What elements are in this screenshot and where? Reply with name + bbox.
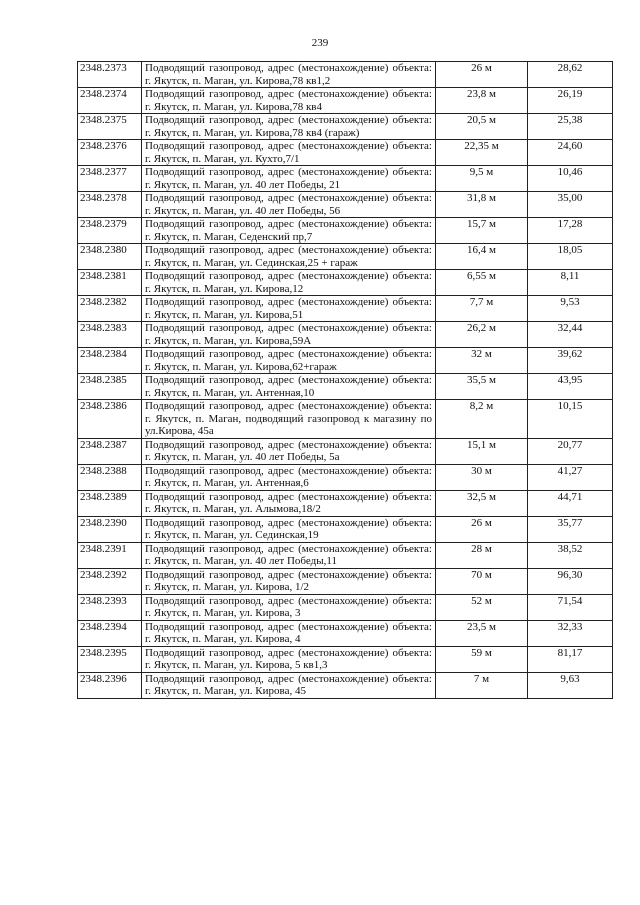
row-value: 38,52 [528, 542, 613, 568]
table-row [78, 166, 613, 192]
table-row [78, 490, 613, 516]
row-id: 2348.2390 [78, 516, 142, 542]
row-length: 6,55 м [436, 270, 528, 296]
row-description: Подводящий газопровод, адрес (местонахождение) объекта: г. Якутск, п. Маган, ул. Кирова,78 кв4 (гараж) [142, 114, 436, 140]
row-value: 35,77 [528, 516, 613, 542]
table-row [78, 400, 613, 439]
row-length: 8,2 м [436, 400, 528, 439]
table-row [78, 296, 613, 322]
row-value: 28,62 [528, 62, 613, 88]
row-id: 2348.2387 [78, 438, 142, 464]
row-id: 2348.2396 [78, 672, 142, 698]
row-id: 2348.2385 [78, 374, 142, 400]
row-id: 2348.2379 [78, 218, 142, 244]
row-value: 8,11 [528, 270, 613, 296]
row-length: 15,7 м [436, 218, 528, 244]
row-description: Подводящий газопровод, адрес (местонахождение) объекта: г. Якутск, п. Маган, ул. Кирова, 45 [142, 672, 436, 698]
row-length: 28 м [436, 542, 528, 568]
row-length: 35,5 м [436, 374, 528, 400]
row-value: 25,38 [528, 114, 613, 140]
row-length: 32,5 м [436, 490, 528, 516]
row-id: 2348.2382 [78, 296, 142, 322]
row-description: Подводящий газопровод, адрес (местонахождение) объекта: г. Якутск, п. Маган, ул. Кирова,78 кв1,2 [142, 62, 436, 88]
row-value: 41,27 [528, 464, 613, 490]
row-value: 96,30 [528, 568, 613, 594]
row-value: 9,63 [528, 672, 613, 698]
row-length: 15,1 м [436, 438, 528, 464]
row-length: 32 м [436, 348, 528, 374]
row-length: 26 м [436, 516, 528, 542]
row-value: 10,15 [528, 400, 613, 439]
row-description: Подводящий газопровод, адрес (местонахождение) объекта: г. Якутск, п. Маган, ул. 40 лет Победы, 56 [142, 192, 436, 218]
row-value: 43,95 [528, 374, 613, 400]
row-length: 20,5 м [436, 114, 528, 140]
table-row [78, 140, 613, 166]
row-length: 26,2 м [436, 322, 528, 348]
table-row [78, 568, 613, 594]
row-id: 2348.2383 [78, 322, 142, 348]
row-id: 2348.2376 [78, 140, 142, 166]
table-row [78, 322, 613, 348]
table-row [78, 270, 613, 296]
row-length: 70 м [436, 568, 528, 594]
row-value: 24,60 [528, 140, 613, 166]
row-value: 26,19 [528, 88, 613, 114]
row-id: 2348.2392 [78, 568, 142, 594]
row-description: Подводящий газопровод, адрес (местонахождение) объекта: г. Якутск, п. Маган, ул. 40 лет Победы,11 [142, 542, 436, 568]
table-row [78, 88, 613, 114]
row-id: 2348.2373 [78, 62, 142, 88]
row-description: Подводящий газопровод, адрес (местонахождение) объекта: г. Якутск, п. Маган, ул. Кирова,51 [142, 296, 436, 322]
row-description: Подводящий газопровод, адрес (местонахождение) объекта: г. Якутск, п. Маган, ул. Кирова, 4 [142, 620, 436, 646]
table-row [78, 672, 613, 698]
table-row [78, 620, 613, 646]
table-body [78, 62, 613, 699]
row-id: 2348.2394 [78, 620, 142, 646]
row-description: Подводящий газопровод, адрес (местонахождение) объекта: г. Якутск, п. Маган, ул. Кирова,78 кв4 [142, 88, 436, 114]
row-length: 23,8 м [436, 88, 528, 114]
row-id: 2348.2384 [78, 348, 142, 374]
row-id: 2348.2391 [78, 542, 142, 568]
table-row [78, 114, 613, 140]
row-description: Подводящий газопровод, адрес (местонахождение) объекта: г. Якутск, п. Маган, ул. 40 лет Победы, 5а [142, 438, 436, 464]
row-value: 32,44 [528, 322, 613, 348]
row-description: Подводящий газопровод, адрес (местонахождение) объекта: г. Якутск, п. Маган, ул. Сединская,25 + гараж [142, 244, 436, 270]
row-description: Подводящий газопровод, адрес (местонахождение) объекта: г. Якутск, п. Маган, ул. Сединская,19 [142, 516, 436, 542]
row-description: Подводящий газопровод, адрес (местонахождение) объекта: г. Якутск, п. Маган, ул. Кирова, 3 [142, 594, 436, 620]
row-description: Подводящий газопровод, адрес (местонахождение) объекта: г. Якутск, п. Маган, ул. Кирова,12 [142, 270, 436, 296]
row-id: 2348.2393 [78, 594, 142, 620]
table-row [78, 62, 613, 88]
row-value: 39,62 [528, 348, 613, 374]
table-row [78, 646, 613, 672]
row-length: 31,8 м [436, 192, 528, 218]
row-length: 16,4 м [436, 244, 528, 270]
row-length: 26 м [436, 62, 528, 88]
row-value: 17,28 [528, 218, 613, 244]
row-id: 2348.2378 [78, 192, 142, 218]
row-value: 71,54 [528, 594, 613, 620]
row-description: Подводящий газопровод, адрес (местонахождение) объекта: г. Якутск, п. Маган, ул. Кирова,59А [142, 322, 436, 348]
row-length: 7 м [436, 672, 528, 698]
table-row [78, 244, 613, 270]
row-description: Подводящий газопровод, адрес (местонахождение) объекта: г. Якутск, п. Маган, ул. Кирова,62+гараж [142, 348, 436, 374]
row-value: 10,46 [528, 166, 613, 192]
table-row [78, 464, 613, 490]
table-row [78, 348, 613, 374]
row-description: Подводящий газопровод, адрес (местонахождение) объекта: г. Якутск, п. Маган, Седенский пр,7 [142, 218, 436, 244]
row-id: 2348.2395 [78, 646, 142, 672]
row-value: 32,33 [528, 620, 613, 646]
row-id: 2348.2381 [78, 270, 142, 296]
row-description: Подводящий газопровод, адрес (местонахождение) объекта: г. Якутск, п. Маган, ул. 40 лет Победы, 21 [142, 166, 436, 192]
row-description: Подводящий газопровод, адрес (местонахождение) объекта: г. Якутск, п. Маган, ул. Кухто,7/1 [142, 140, 436, 166]
row-value: 81,17 [528, 646, 613, 672]
row-id: 2348.2389 [78, 490, 142, 516]
page-number: 239 [311, 37, 329, 49]
table-row [78, 594, 613, 620]
row-length: 52 м [436, 594, 528, 620]
table-row [78, 192, 613, 218]
table-row [78, 438, 613, 464]
row-length: 7,7 м [436, 296, 528, 322]
row-length: 23,5 м [436, 620, 528, 646]
row-description: Подводящий газопровод, адрес (местонахождение) объекта: г. Якутск, п. Маган, ул. Кирова, 1/2 [142, 568, 436, 594]
row-description: Подводящий газопровод, адрес (местонахождение) объекта: г. Якутск, п. Маган, ул. Антенная,10 [142, 374, 436, 400]
row-length: 59 м [436, 646, 528, 672]
row-id: 2348.2380 [78, 244, 142, 270]
table-row [78, 542, 613, 568]
row-length: 9,5 м [436, 166, 528, 192]
table-row [78, 218, 613, 244]
asset-table [77, 61, 613, 699]
row-value: 18,05 [528, 244, 613, 270]
row-length: 22,35 м [436, 140, 528, 166]
table-row [78, 374, 613, 400]
row-value: 44,71 [528, 490, 613, 516]
row-description: Подводящий газопровод, адрес (местонахождение) объекта: г. Якутск, п. Маган, ул. Антенная,6 [142, 464, 436, 490]
row-description: Подводящий газопровод, адрес (местонахождение) объекта: г. Якутск, п. Маган, ул. Алымова,18/2 [142, 490, 436, 516]
row-id: 2348.2374 [78, 88, 142, 114]
row-value: 20,77 [528, 438, 613, 464]
row-id: 2348.2386 [78, 400, 142, 439]
row-value: 9,53 [528, 296, 613, 322]
row-value: 35,00 [528, 192, 613, 218]
row-id: 2348.2377 [78, 166, 142, 192]
row-id: 2348.2375 [78, 114, 142, 140]
row-description: Подводящий газопровод, адрес (местонахождение) объекта: г. Якутск, п. Маган, подводящий газопровод к магазину по ул.Кирова, 45а [142, 400, 436, 439]
row-description: Подводящий газопровод, адрес (местонахождение) объекта: г. Якутск, п. Маган, ул. Кирова, 5 кв1,3 [142, 646, 436, 672]
row-id: 2348.2388 [78, 464, 142, 490]
row-length: 30 м [436, 464, 528, 490]
table-row [78, 516, 613, 542]
